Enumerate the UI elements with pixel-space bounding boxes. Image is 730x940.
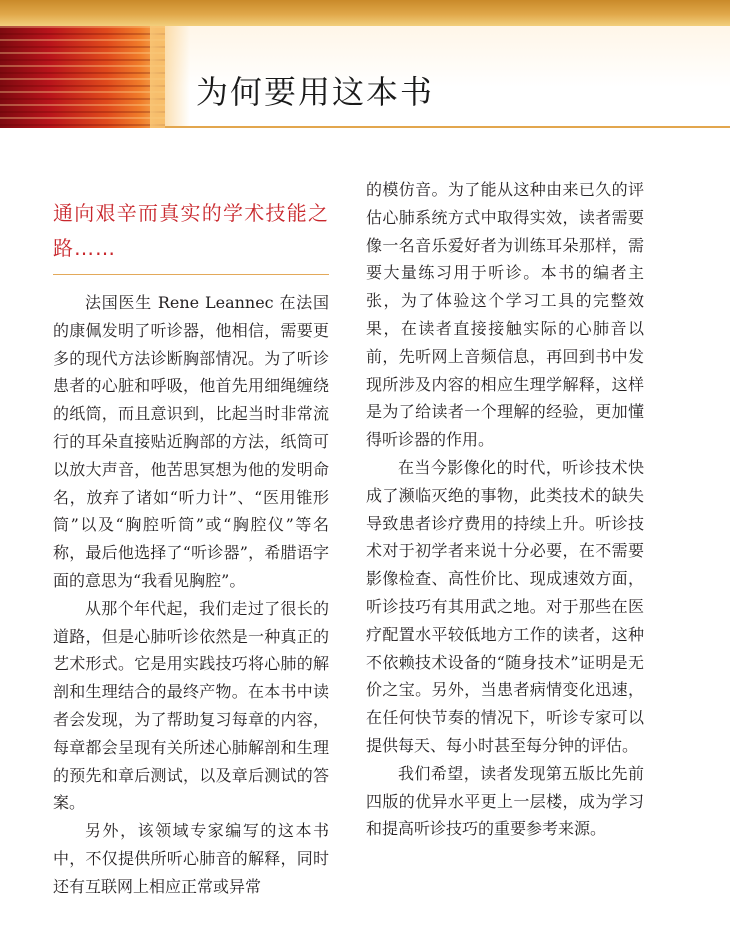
left-column: [53, 196, 329, 901]
right-column: [366, 176, 644, 843]
body-paragraph: 另外，该领域专家编写的这本书中，不仅提供所听心肺音的解释，同时还有互联网上相应正常或异常: [53, 821, 329, 896]
page-title: 为何要用这本书: [196, 73, 435, 111]
body-paragraph: 我们希望，读者发现第五版比先前四版的优异水平更上一层楼，成为学习和提高听诊技巧的重要参考来源。: [366, 763, 644, 839]
body-paragraph: 在当今影像化的时代，听诊技术快成了濒临灭绝的事物，此类技术的缺失导致患者诊疗费用的持续上升。听诊技术对于初学者来说十分必要，在不需要影像检查、高性价比、现成速效方面，听诊技巧有其用武之地。对于那些在医疗配置水平较低地方工作的读者，这种不依赖技术设备的“随身技术”证明是无价之宝。另外，当患者病情变化迅速，在任何快节奏的情况下，听诊专家可以提供每天、每小时甚至每分钟的评估。: [366, 457, 644, 755]
body-paragraph-continued: 的模仿音。为了能从这种由来已久的评估心肺系统方式中取得实效，读者需要像一名音乐爱好者为训练耳朵那样，需要大量练习用于听诊。本书的编者主张，为了体验这个学习工具的完整效果，在读者直接接触实际的心肺音以前，先听网上音频信息，再回到书中发现所涉及内容的相应生理学解释，这样是为了给读者一个理解的经验，更加懂得听诊器的作用。: [366, 180, 644, 450]
header-decorative-banner: [0, 26, 165, 128]
chapter-header: [0, 26, 730, 128]
header-divider: [165, 126, 730, 128]
heading-divider: [53, 274, 329, 275]
body-paragraph: 从那个年代起，我们走过了很长的道路，但是心肺听诊依然是一种真正的艺术形式。它是用实践技巧将心肺的解剖和生理结合的最终产物。在本书中读者会发现，为了帮助复习每章的内容，每章都会呈现有关所述心肺解剖和生理的预先和章后测试，以及章后测试的答案。: [53, 598, 329, 813]
section-heading: 通向艰辛而真实的学术技能之路……: [53, 201, 329, 260]
top-decorative-band: [0, 0, 730, 26]
body-paragraph: 法国医生 Rene Leannec 在法国的康佩发明了听诊器，他相信，需要更多的现代方法诊断胸部情况。为了听诊患者的心脏和呼吸，他首先用细绳缠绕的纸筒，而且意识到，比起当时非常流行的耳朵直接贴近胸部的方法，纸筒可以放大声音，他苦思冥想为他的发明命名，放弃了诸如“听力计”、“医用锥形筒”以及“胸腔听筒”或“胸腔仪”等名称，最后他选择了“听诊器”，希腊语字面的意思为“我看见胸腔”。: [53, 293, 329, 590]
banner-fade: [150, 26, 190, 128]
